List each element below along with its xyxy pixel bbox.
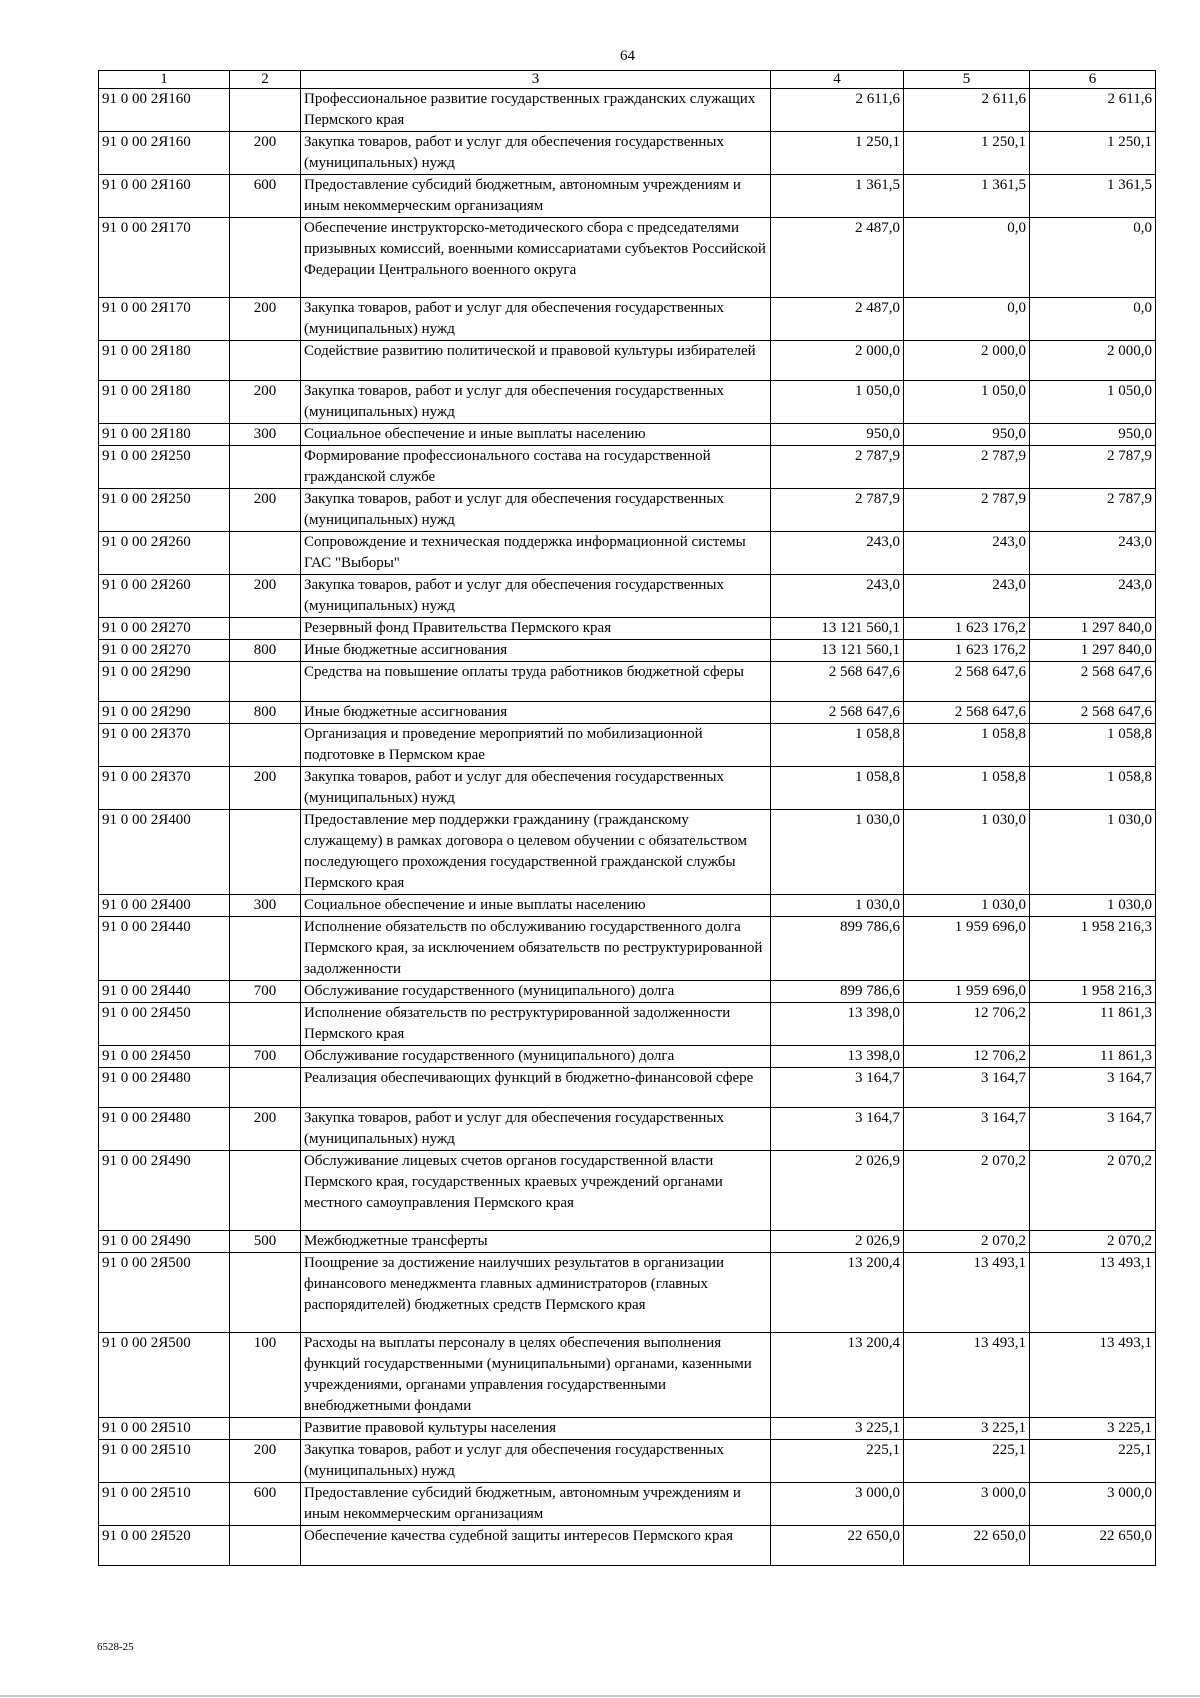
row-value-col4: 2 568 647,6 — [771, 702, 904, 724]
row-value-col5: 243,0 — [904, 575, 1030, 618]
row-expense-type: 200 — [230, 575, 301, 618]
row-expense-type: 500 — [230, 1231, 301, 1253]
row-value-col4: 950,0 — [771, 424, 904, 446]
row-description: Резервный фонд Правительства Пермского края — [301, 618, 771, 640]
row-value-col4: 22 650,0 — [771, 1526, 904, 1566]
row-code: 91 0 00 2Я160 — [99, 132, 230, 175]
table-row — [99, 1418, 1156, 1440]
table-row — [99, 895, 1156, 917]
row-value-col4: 2 487,0 — [771, 298, 904, 341]
row-description: Расходы на выплаты персоналу в целях обеспечения выполнения функций государственными (муниципальными) органами, казенными учреждениями, органами управления государственными внебюджетными фондами — [301, 1333, 771, 1418]
table-row — [99, 1046, 1156, 1068]
row-description: Предоставление мер поддержки гражданину (гражданскому служащему) в рамках договора о целевом обучении с обязательством последующего прохождения государственной гражданской службы Пермского края — [301, 810, 771, 895]
row-value-col4: 1 030,0 — [771, 895, 904, 917]
row-expense-type: 200 — [230, 132, 301, 175]
row-value-col6: 2 070,2 — [1030, 1151, 1156, 1231]
column-header: 2 — [230, 71, 301, 89]
row-expense-type — [230, 218, 301, 298]
table-row — [99, 1526, 1156, 1566]
row-code: 91 0 00 2Я180 — [99, 381, 230, 424]
row-value-col4: 2 000,0 — [771, 341, 904, 381]
row-value-col6: 1 958 216,3 — [1030, 981, 1156, 1003]
row-expense-type: 200 — [230, 1440, 301, 1483]
row-expense-type: 600 — [230, 1483, 301, 1526]
row-code: 91 0 00 2Я180 — [99, 341, 230, 381]
row-value-col6: 2 787,9 — [1030, 489, 1156, 532]
row-value-col5: 3 164,7 — [904, 1108, 1030, 1151]
row-expense-type — [230, 1526, 301, 1566]
row-expense-type — [230, 810, 301, 895]
column-header: 4 — [771, 71, 904, 89]
row-expense-type — [230, 446, 301, 489]
row-value-col6: 13 493,1 — [1030, 1253, 1156, 1333]
row-description: Закупка товаров, работ и услуг для обеспечения государственных (муниципальных) нужд — [301, 767, 771, 810]
row-value-col4: 1 058,8 — [771, 767, 904, 810]
row-description: Формирование профессионального состава на государственной гражданской службе — [301, 446, 771, 489]
table-row — [99, 1440, 1156, 1483]
row-value-col6: 3 164,7 — [1030, 1068, 1156, 1108]
table-row — [99, 298, 1156, 341]
column-header: 5 — [904, 71, 1030, 89]
budget-table — [98, 70, 1156, 1566]
row-description: Иные бюджетные ассигнования — [301, 702, 771, 724]
row-expense-type — [230, 1068, 301, 1108]
row-value-col5: 950,0 — [904, 424, 1030, 446]
table-row — [99, 341, 1156, 381]
row-value-col5: 2 568 647,6 — [904, 702, 1030, 724]
row-value-col6: 11 861,3 — [1030, 1003, 1156, 1046]
table-row — [99, 381, 1156, 424]
row-code: 91 0 00 2Я170 — [99, 298, 230, 341]
row-value-col5: 1 361,5 — [904, 175, 1030, 218]
row-value-col5: 1 623 176,2 — [904, 640, 1030, 662]
table-row — [99, 446, 1156, 489]
row-description: Обеспечение качества судебной защиты интересов Пермского края — [301, 1526, 771, 1566]
row-value-col5: 2 070,2 — [904, 1231, 1030, 1253]
table-row — [99, 175, 1156, 218]
row-description: Закупка товаров, работ и услуг для обеспечения государственных (муниципальных) нужд — [301, 132, 771, 175]
row-description: Поощрение за достижение наилучших результатов в организации финансового менеджмента главных администраторов (главных распорядителей) бюджетных средств Пермского края — [301, 1253, 771, 1333]
table-row — [99, 1003, 1156, 1046]
row-expense-type — [230, 724, 301, 767]
row-description: Закупка товаров, работ и услуг для обеспечения государственных (муниципальных) нужд — [301, 1108, 771, 1151]
row-description: Закупка товаров, работ и услуг для обеспечения государственных (муниципальных) нужд — [301, 489, 771, 532]
row-expense-type: 200 — [230, 767, 301, 810]
row-value-col6: 2 568 647,6 — [1030, 702, 1156, 724]
row-code: 91 0 00 2Я400 — [99, 895, 230, 917]
row-description: Закупка товаров, работ и услуг для обеспечения государственных (муниципальных) нужд — [301, 298, 771, 341]
row-code: 91 0 00 2Я400 — [99, 810, 230, 895]
row-code: 91 0 00 2Я370 — [99, 724, 230, 767]
row-expense-type: 300 — [230, 895, 301, 917]
table-row — [99, 662, 1156, 702]
row-value-col5: 2 787,9 — [904, 489, 1030, 532]
row-value-col4: 2 568 647,6 — [771, 662, 904, 702]
row-code: 91 0 00 2Я520 — [99, 1526, 230, 1566]
column-header: 6 — [1030, 71, 1156, 89]
row-expense-type — [230, 1151, 301, 1231]
row-description: Закупка товаров, работ и услуг для обеспечения государственных (муниципальных) нужд — [301, 381, 771, 424]
row-value-col6: 2 611,6 — [1030, 89, 1156, 132]
row-expense-type — [230, 1418, 301, 1440]
row-description: Закупка товаров, работ и услуг для обеспечения государственных (муниципальных) нужд — [301, 1440, 771, 1483]
column-header: 3 — [301, 71, 771, 89]
row-expense-type: 800 — [230, 640, 301, 662]
row-value-col6: 950,0 — [1030, 424, 1156, 446]
row-expense-type — [230, 89, 301, 132]
row-value-col5: 2 568 647,6 — [904, 662, 1030, 702]
row-value-col5: 13 493,1 — [904, 1333, 1030, 1418]
row-value-col6: 1 030,0 — [1030, 810, 1156, 895]
row-value-col5: 13 493,1 — [904, 1253, 1030, 1333]
row-value-col5: 3 000,0 — [904, 1483, 1030, 1526]
row-description: Реализация обеспечивающих функций в бюджетно-финансовой сфере — [301, 1068, 771, 1108]
row-value-col6: 22 650,0 — [1030, 1526, 1156, 1566]
row-value-col5: 22 650,0 — [904, 1526, 1030, 1566]
row-value-col6: 1 058,8 — [1030, 767, 1156, 810]
table-row — [99, 1231, 1156, 1253]
column-header: 1 — [99, 71, 230, 89]
row-expense-type — [230, 1003, 301, 1046]
row-code: 91 0 00 2Я270 — [99, 640, 230, 662]
row-code: 91 0 00 2Я160 — [99, 89, 230, 132]
row-code: 91 0 00 2Я450 — [99, 1046, 230, 1068]
row-code: 91 0 00 2Я440 — [99, 981, 230, 1003]
row-code: 91 0 00 2Я180 — [99, 424, 230, 446]
row-value-col5: 1 050,0 — [904, 381, 1030, 424]
row-code: 91 0 00 2Я490 — [99, 1231, 230, 1253]
row-description: Обслуживание лицевых счетов органов государственной власти Пермского края, государственных краевых учреждений органами местного самоуправления Пермского края — [301, 1151, 771, 1231]
row-code: 91 0 00 2Я370 — [99, 767, 230, 810]
table-row — [99, 1151, 1156, 1231]
header-row — [99, 71, 1156, 89]
row-value-col4: 3 164,7 — [771, 1108, 904, 1151]
row-expense-type: 200 — [230, 1108, 301, 1151]
row-value-col6: 1 030,0 — [1030, 895, 1156, 917]
row-expense-type: 800 — [230, 702, 301, 724]
row-value-col4: 2 611,6 — [771, 89, 904, 132]
row-value-col4: 1 058,8 — [771, 724, 904, 767]
row-code: 91 0 00 2Я250 — [99, 489, 230, 532]
row-description: Исполнение обязательств по обслуживанию государственного долга Пермского края, за исключением обязательств по реструктурированной задолженности — [301, 917, 771, 981]
row-expense-type — [230, 618, 301, 640]
row-value-col4: 13 398,0 — [771, 1003, 904, 1046]
table-row — [99, 1108, 1156, 1151]
row-value-col5: 2 787,9 — [904, 446, 1030, 489]
row-value-col4: 2 487,0 — [771, 218, 904, 298]
row-code: 91 0 00 2Я480 — [99, 1108, 230, 1151]
row-value-col5: 1 058,8 — [904, 724, 1030, 767]
row-expense-type — [230, 1253, 301, 1333]
row-value-col6: 3 000,0 — [1030, 1483, 1156, 1526]
table-row — [99, 917, 1156, 981]
row-code: 91 0 00 2Я440 — [99, 917, 230, 981]
table-row — [99, 618, 1156, 640]
row-code: 91 0 00 2Я160 — [99, 175, 230, 218]
row-value-col4: 2 026,9 — [771, 1231, 904, 1253]
row-value-col5: 225,1 — [904, 1440, 1030, 1483]
table-row — [99, 981, 1156, 1003]
row-value-col4: 243,0 — [771, 532, 904, 575]
row-value-col6: 1 050,0 — [1030, 381, 1156, 424]
row-value-col6: 1 958 216,3 — [1030, 917, 1156, 981]
table-row — [99, 1068, 1156, 1108]
row-value-col4: 1 050,0 — [771, 381, 904, 424]
row-code: 91 0 00 2Я500 — [99, 1253, 230, 1333]
row-value-col4: 3 000,0 — [771, 1483, 904, 1526]
row-value-col4: 243,0 — [771, 575, 904, 618]
row-code: 91 0 00 2Я270 — [99, 618, 230, 640]
row-value-col5: 12 706,2 — [904, 1003, 1030, 1046]
row-value-col6: 2 070,2 — [1030, 1231, 1156, 1253]
row-expense-type: 100 — [230, 1333, 301, 1418]
row-value-col6: 11 861,3 — [1030, 1046, 1156, 1068]
row-value-col5: 1 959 696,0 — [904, 981, 1030, 1003]
row-description: Обеспечение инструкторско-методического сбора с председателями призывных комиссий, военными комиссариатами субъектов Российской Федерации Центрального военного округа — [301, 218, 771, 298]
row-description: Закупка товаров, работ и услуг для обеспечения государственных (муниципальных) нужд — [301, 575, 771, 618]
row-code: 91 0 00 2Я510 — [99, 1483, 230, 1526]
row-value-col5: 2 611,6 — [904, 89, 1030, 132]
row-value-col6: 243,0 — [1030, 532, 1156, 575]
row-value-col5: 12 706,2 — [904, 1046, 1030, 1068]
table-row — [99, 89, 1156, 132]
row-code: 91 0 00 2Я260 — [99, 532, 230, 575]
table-row — [99, 1253, 1156, 1333]
row-description: Социальное обеспечение и иные выплаты населению — [301, 424, 771, 446]
row-value-col4: 225,1 — [771, 1440, 904, 1483]
row-expense-type — [230, 532, 301, 575]
row-value-col5: 2 000,0 — [904, 341, 1030, 381]
row-value-col4: 13 121 560,1 — [771, 640, 904, 662]
row-code: 91 0 00 2Я490 — [99, 1151, 230, 1231]
row-description: Обслуживание государственного (муниципального) долга — [301, 981, 771, 1003]
table-row — [99, 810, 1156, 895]
document-code: 6528-25 — [97, 1641, 134, 1653]
row-value-col5: 1 030,0 — [904, 810, 1030, 895]
row-value-col6: 0,0 — [1030, 218, 1156, 298]
row-value-col6: 1 250,1 — [1030, 132, 1156, 175]
row-value-col5: 2 070,2 — [904, 1151, 1030, 1231]
row-code: 91 0 00 2Я500 — [99, 1333, 230, 1418]
row-code: 91 0 00 2Я290 — [99, 702, 230, 724]
row-code: 91 0 00 2Я450 — [99, 1003, 230, 1046]
row-description: Профессиональное развитие государственных гражданских служащих Пермского края — [301, 89, 771, 132]
row-value-col5: 1 058,8 — [904, 767, 1030, 810]
table-row — [99, 702, 1156, 724]
row-value-col4: 1 361,5 — [771, 175, 904, 218]
row-description: Иные бюджетные ассигнования — [301, 640, 771, 662]
row-value-col5: 1 030,0 — [904, 895, 1030, 917]
row-code: 91 0 00 2Я170 — [99, 218, 230, 298]
row-description: Обслуживание государственного (муниципального) долга — [301, 1046, 771, 1068]
scan-edge-line — [0, 1695, 1200, 1697]
table-row — [99, 132, 1156, 175]
row-expense-type: 700 — [230, 981, 301, 1003]
page-number: 64 — [620, 48, 635, 64]
row-expense-type: 700 — [230, 1046, 301, 1068]
row-value-col4: 13 398,0 — [771, 1046, 904, 1068]
table-row — [99, 640, 1156, 662]
table-row — [99, 1483, 1156, 1526]
row-value-col6: 1 297 840,0 — [1030, 640, 1156, 662]
row-value-col6: 2 568 647,6 — [1030, 662, 1156, 702]
row-expense-type — [230, 662, 301, 702]
row-value-col5: 3 164,7 — [904, 1068, 1030, 1108]
row-code: 91 0 00 2Я290 — [99, 662, 230, 702]
row-description: Сопровождение и техническая поддержка информационной системы ГАС "Выборы" — [301, 532, 771, 575]
row-value-col6: 3 225,1 — [1030, 1418, 1156, 1440]
row-value-col4: 3 225,1 — [771, 1418, 904, 1440]
row-description: Предоставление субсидий бюджетным, автономным учреждениям и иным некоммерческим организациям — [301, 1483, 771, 1526]
table-row — [99, 218, 1156, 298]
row-description: Исполнение обязательств по реструктурированной задолженности Пермского края — [301, 1003, 771, 1046]
row-description: Организация и проведение мероприятий по мобилизационной подготовке в Пермском крае — [301, 724, 771, 767]
row-value-col5: 3 225,1 — [904, 1418, 1030, 1440]
table-row — [99, 1333, 1156, 1418]
row-description: Развитие правовой культуры населения — [301, 1418, 771, 1440]
row-value-col6: 1 058,8 — [1030, 724, 1156, 767]
row-code: 91 0 00 2Я510 — [99, 1418, 230, 1440]
row-value-col6: 243,0 — [1030, 575, 1156, 618]
row-value-col5: 243,0 — [904, 532, 1030, 575]
table-row — [99, 489, 1156, 532]
row-value-col6: 3 164,7 — [1030, 1108, 1156, 1151]
row-value-col4: 2 787,9 — [771, 446, 904, 489]
row-value-col5: 1 959 696,0 — [904, 917, 1030, 981]
row-description: Предоставление субсидий бюджетным, автономным учреждениям и иным некоммерческим организациям — [301, 175, 771, 218]
row-value-col4: 899 786,6 — [771, 917, 904, 981]
row-description: Содействие развитию политической и правовой культуры избирателей — [301, 341, 771, 381]
row-value-col4: 3 164,7 — [771, 1068, 904, 1108]
row-value-col6: 13 493,1 — [1030, 1333, 1156, 1418]
row-code: 91 0 00 2Я480 — [99, 1068, 230, 1108]
row-value-col4: 13 200,4 — [771, 1253, 904, 1333]
row-code: 91 0 00 2Я510 — [99, 1440, 230, 1483]
row-code: 91 0 00 2Я250 — [99, 446, 230, 489]
row-value-col6: 225,1 — [1030, 1440, 1156, 1483]
row-value-col5: 0,0 — [904, 298, 1030, 341]
table-row — [99, 532, 1156, 575]
row-expense-type: 200 — [230, 489, 301, 532]
table-row — [99, 767, 1156, 810]
table-row — [99, 724, 1156, 767]
row-description: Социальное обеспечение и иные выплаты населению — [301, 895, 771, 917]
row-description: Межбюджетные трансферты — [301, 1231, 771, 1253]
row-value-col4: 13 200,4 — [771, 1333, 904, 1418]
row-code: 91 0 00 2Я260 — [99, 575, 230, 618]
row-expense-type — [230, 917, 301, 981]
row-value-col4: 1 250,1 — [771, 132, 904, 175]
row-expense-type: 300 — [230, 424, 301, 446]
row-expense-type: 200 — [230, 381, 301, 424]
row-value-col4: 2 787,9 — [771, 489, 904, 532]
row-expense-type: 200 — [230, 298, 301, 341]
row-expense-type — [230, 341, 301, 381]
table-row — [99, 424, 1156, 446]
row-value-col6: 0,0 — [1030, 298, 1156, 341]
row-value-col6: 2 000,0 — [1030, 341, 1156, 381]
row-value-col4: 13 121 560,1 — [771, 618, 904, 640]
row-value-col6: 2 787,9 — [1030, 446, 1156, 489]
row-value-col4: 899 786,6 — [771, 981, 904, 1003]
row-value-col6: 1 297 840,0 — [1030, 618, 1156, 640]
row-value-col4: 1 030,0 — [771, 810, 904, 895]
table-row — [99, 575, 1156, 618]
row-value-col4: 2 026,9 — [771, 1151, 904, 1231]
row-value-col6: 1 361,5 — [1030, 175, 1156, 218]
row-value-col5: 0,0 — [904, 218, 1030, 298]
row-value-col5: 1 250,1 — [904, 132, 1030, 175]
row-value-col5: 1 623 176,2 — [904, 618, 1030, 640]
row-description: Средства на повышение оплаты труда работников бюджетной сферы — [301, 662, 771, 702]
row-expense-type: 600 — [230, 175, 301, 218]
